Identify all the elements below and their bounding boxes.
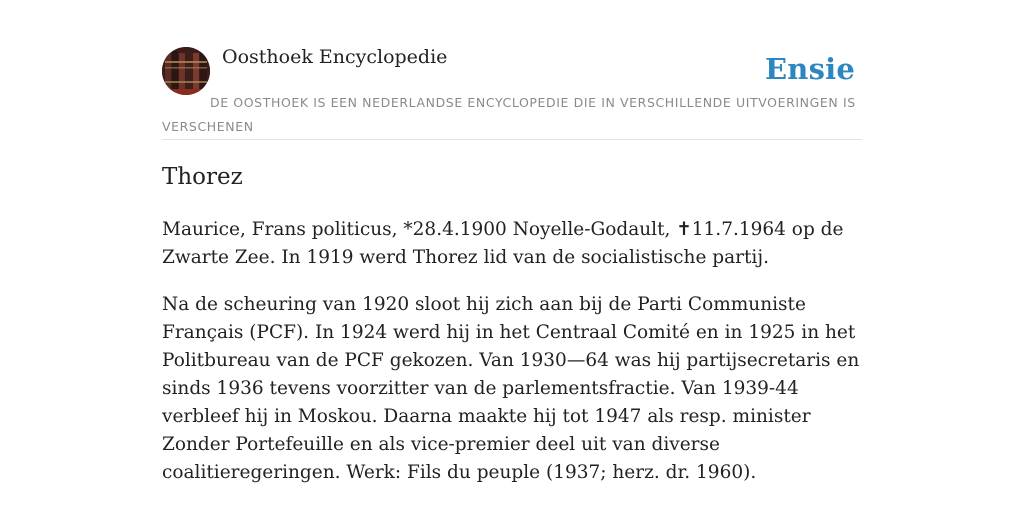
site-tagline: DE OOSTHOEK IS EEN NEDERLANDSE ENCYCLOPEDIE DIE IN VERSCHILLENDE UITVOERINGEN IS VERSCHENEN [162, 95, 856, 134]
header-divider [162, 139, 862, 140]
article-paragraph-2: Na de scheuring van 1920 sloot hij zich aan bij de Parti Communiste Français (PCF). In 1924 werd hij in het Centraal Comité en in 1925 in het Politbureau van de PCF gekozen. Van 1930—64 was hij partijsecretaris en sinds 1936 tevens voorzitter van de parlementsfractie. Van 1939-44 verbleef hij in Moskou. Daarna maakte hij tot 1947 als resp. minister Zonder Portefeuille en als vice-premier deel uit van diverse coalitieregeringen. Werk: Fils du peuple (1937; herz. dr. 1960). [162, 294, 860, 483]
article-title: Thorez [162, 164, 243, 190]
site-name[interactable]: Oosthoek Encyclopedie [222, 46, 448, 68]
encyclopedia-books-icon[interactable] [162, 47, 210, 95]
brand-logo[interactable]: Ensie [765, 52, 855, 86]
article-paragraph-1: Maurice, Frans politicus, *28.4.1900 Noyelle-Godault, ✝11.7.1964 op de Zwarte Zee. In 1919 werd Thorez lid van de socialistische partij. [162, 219, 844, 268]
